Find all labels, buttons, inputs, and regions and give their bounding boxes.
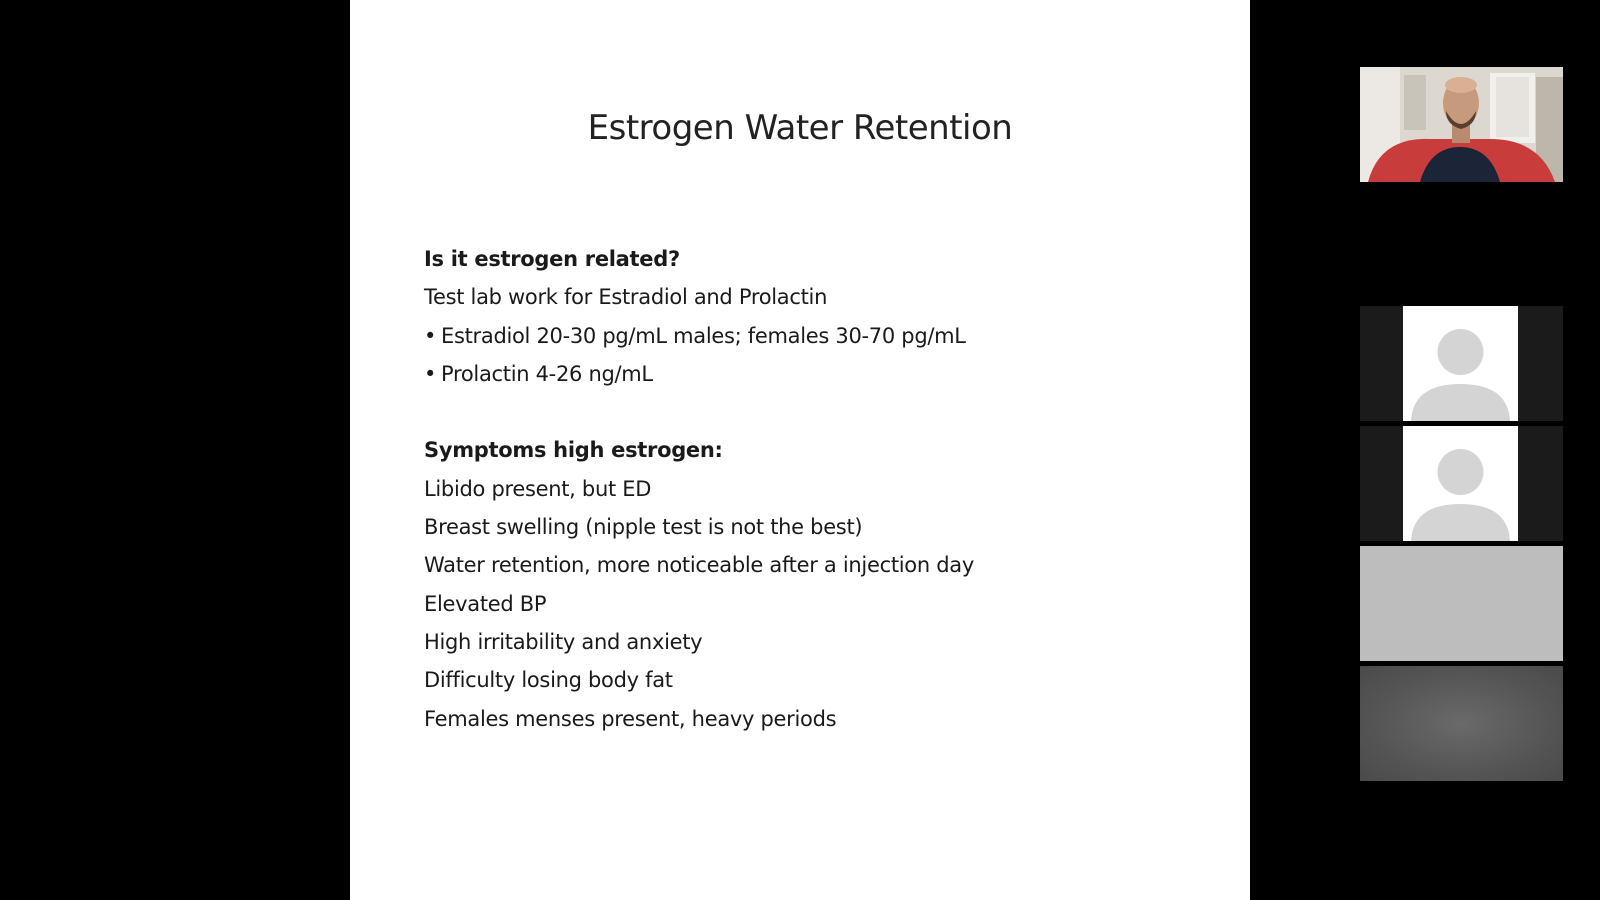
symptom-line: Breast swelling (nipple test is not the best)	[424, 515, 863, 540]
symptom-line: Females menses present, heavy periods	[424, 706, 837, 731]
symptom-line: Water retention, more noticeable after a injection day	[424, 553, 974, 578]
spacer	[424, 393, 1204, 431]
default-avatar-icon	[1403, 426, 1518, 541]
symptom-line: High irritability and anxiety	[424, 629, 703, 654]
presentation-slide	[350, 0, 1250, 900]
participant-video-tile-blurred[interactable]	[1360, 666, 1563, 781]
participant-tile-avatar[interactable]	[1360, 306, 1563, 421]
slide-title: Estrogen Water Retention	[587, 108, 1013, 148]
avatar-frame	[1403, 426, 1518, 541]
participant-tile-avatar[interactable]	[1360, 426, 1563, 541]
section-heading-symptoms: Symptoms high estrogen:	[424, 438, 723, 463]
default-avatar-icon	[1403, 306, 1518, 421]
bullet-item: • Prolactin 4-26 ng/mL	[424, 355, 1204, 393]
body-line: Test lab work for Estradiol and Prolactin	[424, 285, 828, 310]
presenter-video-icon	[1360, 67, 1563, 182]
symptom-line: Libido present, but ED	[424, 476, 652, 501]
participant-strip	[1360, 0, 1563, 900]
participant-tile-blank[interactable]	[1360, 546, 1563, 661]
symptom-line: Elevated BP	[424, 591, 547, 616]
participant-video-tile-presenter[interactable]	[1360, 67, 1563, 182]
symptom-line: Difficulty losing body fat	[424, 668, 673, 693]
slide-body	[424, 240, 1204, 738]
section-heading-estrogen-related: Is it estrogen related?	[424, 247, 680, 271]
avatar-frame	[1403, 306, 1518, 421]
bullet-item: • Estradiol 20-30 pg/mL males; females 30-70 pg/mL	[424, 317, 1204, 355]
